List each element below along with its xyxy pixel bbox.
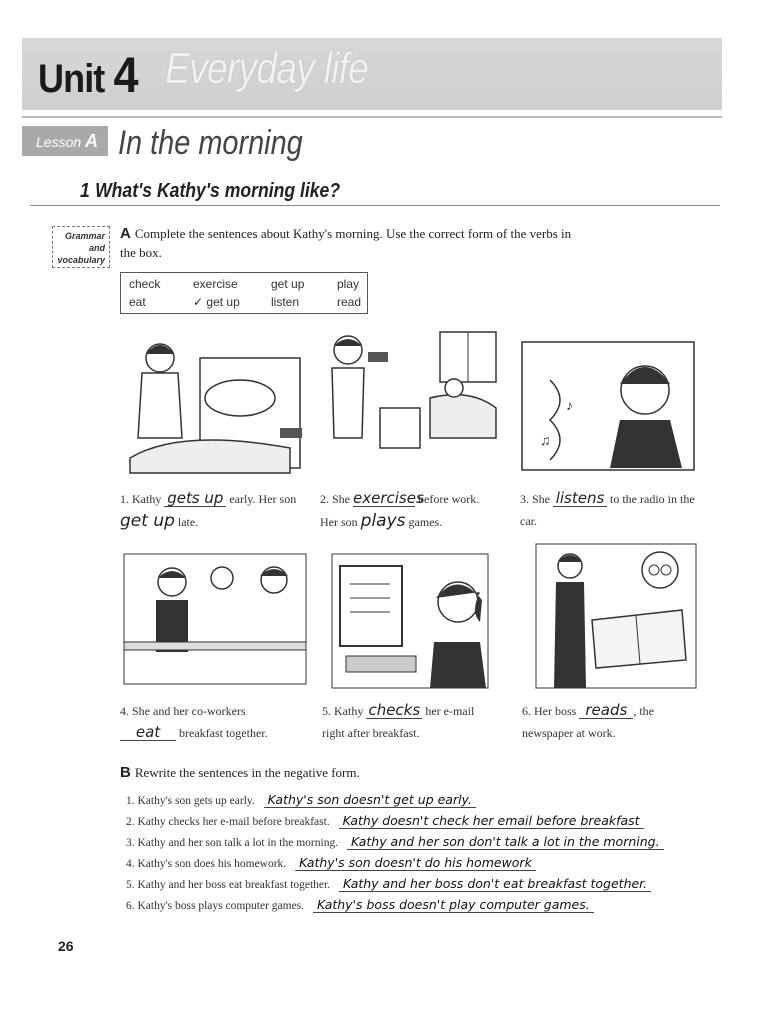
- lesson-divider: [22, 116, 722, 118]
- caption-3: [520, 488, 700, 532]
- tag-line-2: and: [88, 243, 105, 253]
- caption-text: games.: [408, 515, 443, 529]
- illustration-email-svg: [330, 552, 490, 690]
- answer-line[interactable]: Kathy's boss doesn't play computer games.: [313, 897, 594, 913]
- answer-blank[interactable]: gets up: [164, 490, 226, 507]
- row-number: 3.: [126, 837, 135, 849]
- caption-text: in the car.: [520, 492, 695, 528]
- section-title-text: What's Kathy's morning like?: [95, 180, 341, 202]
- caption-text: , the: [633, 704, 654, 718]
- answer-blank[interactable]: plays: [360, 511, 406, 531]
- row-number: 4.: [126, 858, 135, 870]
- negative-row-5: [126, 876, 651, 896]
- illustration-kathy-waking: [120, 328, 306, 478]
- negative-row-6: [126, 897, 594, 917]
- part-a-text: Complete the sentences about Kathy's morning. Use the correct form of the verbs in the box.: [120, 226, 572, 260]
- caption-text: early. Her son: [229, 492, 297, 506]
- part-b-instruction: [120, 764, 360, 781]
- row-prompt: Kathy's son gets up early.: [137, 795, 255, 807]
- answer-line[interactable]: Kathy's son doesn't do his homework: [295, 855, 536, 871]
- row-prompt: Kathy and her boss eat breakfast together.: [137, 879, 331, 891]
- caption-number: 6.: [522, 704, 531, 718]
- word-box-item: exercise: [193, 277, 238, 291]
- part-b-text: Rewrite the sentences in the negative form.: [134, 765, 360, 780]
- grammar-vocabulary-tag: [52, 226, 110, 268]
- answer-line[interactable]: Kathy doesn't check her email before breakfast: [339, 813, 644, 829]
- row-prompt: Kathy and her son talk a lot in the morning.: [137, 837, 339, 849]
- caption-text: Kathy: [132, 492, 162, 506]
- caption-text: before work. Her son: [320, 492, 480, 529]
- caption-text: late.: [177, 515, 199, 529]
- answer-line[interactable]: Kathy's son doesn't get up early.: [264, 792, 476, 808]
- word-box-item: get up: [271, 277, 305, 291]
- caption-1: [120, 488, 300, 533]
- caption-text: She: [532, 492, 550, 506]
- caption-text: newspaper at work.: [522, 726, 616, 740]
- page-number: 26: [58, 938, 74, 954]
- unit-title: Everyday life: [165, 44, 369, 93]
- answer-blank[interactable]: exercises: [353, 489, 424, 507]
- caption-4: [120, 700, 305, 744]
- tag-line-3: vocabulary: [57, 255, 105, 265]
- caption-text: breakfast together.: [179, 726, 268, 740]
- negative-row-1: [126, 792, 476, 812]
- unit-word: Unit: [38, 57, 105, 101]
- illustration-kathy-exercising: [320, 328, 506, 478]
- negative-row-4: [126, 855, 536, 875]
- caption-text: She and her co-workers: [132, 704, 246, 718]
- caption-number: 2.: [320, 492, 329, 506]
- lesson-word: Lesson: [36, 134, 82, 150]
- caption-6: [522, 700, 702, 744]
- illustration-coworkers-breakfast: [122, 552, 308, 686]
- illustration-exercise-svg: [320, 328, 506, 478]
- illustration-kathy-email: [330, 552, 490, 690]
- section-number: 1: [80, 180, 90, 202]
- part-b-letter: B: [120, 764, 131, 781]
- caption-text: to the radio: [610, 492, 665, 506]
- section-rule: [30, 205, 720, 206]
- lesson-letter: A: [85, 131, 99, 151]
- caption-text: right after breakfast.: [322, 726, 420, 740]
- illustration-driving-svg: [520, 340, 696, 472]
- word-box-item: check: [129, 277, 161, 291]
- lesson-badge: [22, 126, 108, 156]
- word-box-item: ✓ get up: [193, 295, 240, 309]
- word-box-item: listen: [271, 295, 300, 309]
- answer-line[interactable]: Kathy and her boss don't eat breakfast together.: [339, 876, 651, 892]
- unit-label: [38, 46, 138, 104]
- lesson-title: In the morning: [118, 124, 303, 162]
- row-number: 6.: [126, 900, 135, 912]
- caption-text: Her boss: [534, 704, 577, 718]
- row-number: 1.: [126, 795, 135, 807]
- tag-line-1: Grammar: [64, 231, 105, 241]
- answer-line[interactable]: Kathy and her son don't talk a lot in the morning.: [347, 834, 664, 850]
- answer-blank[interactable]: get up: [120, 511, 175, 531]
- caption-number: 3.: [520, 492, 529, 506]
- word-box-item: eat: [129, 295, 146, 309]
- row-number: 5.: [126, 879, 135, 891]
- illustration-breakfast-svg: [122, 552, 308, 686]
- svg-text:♫: ♫: [540, 434, 551, 449]
- row-prompt: Kathy's son does his homework.: [137, 858, 287, 870]
- answer-blank[interactable]: checks: [366, 702, 422, 719]
- caption-number: 5.: [322, 704, 331, 718]
- part-a-instruction: [120, 224, 580, 262]
- caption-text: She: [332, 492, 350, 506]
- word-box: [120, 272, 368, 314]
- svg-text:♪: ♪: [566, 399, 573, 414]
- part-a-letter: A: [120, 225, 131, 242]
- caption-5: [322, 700, 502, 744]
- answer-blank[interactable]: listens: [553, 490, 607, 507]
- unit-number: 4: [113, 47, 138, 103]
- row-prompt: Kathy's boss plays computer games.: [137, 900, 305, 912]
- negative-row-2: [126, 813, 644, 833]
- answer-blank[interactable]: eat: [120, 724, 176, 741]
- caption-2: [320, 488, 500, 533]
- row-number: 2.: [126, 816, 135, 828]
- illustration-newspaper-svg: [532, 540, 700, 692]
- word-box-item: play: [337, 277, 360, 291]
- negative-row-3: [126, 834, 664, 854]
- caption-text: her e-mail: [425, 704, 475, 718]
- word-box-item: read: [337, 295, 362, 309]
- illustration-waking-svg: [120, 328, 306, 478]
- caption-number: 4.: [120, 704, 129, 718]
- caption-number: 1.: [120, 492, 129, 506]
- section-title: [80, 180, 340, 203]
- row-prompt: Kathy checks her e-mail before breakfast.: [137, 816, 330, 828]
- caption-text: Kathy: [334, 704, 364, 718]
- illustration-kathy-driving: [520, 340, 696, 472]
- illustration-boss-newspaper: [532, 540, 700, 692]
- answer-blank[interactable]: reads: [579, 702, 633, 719]
